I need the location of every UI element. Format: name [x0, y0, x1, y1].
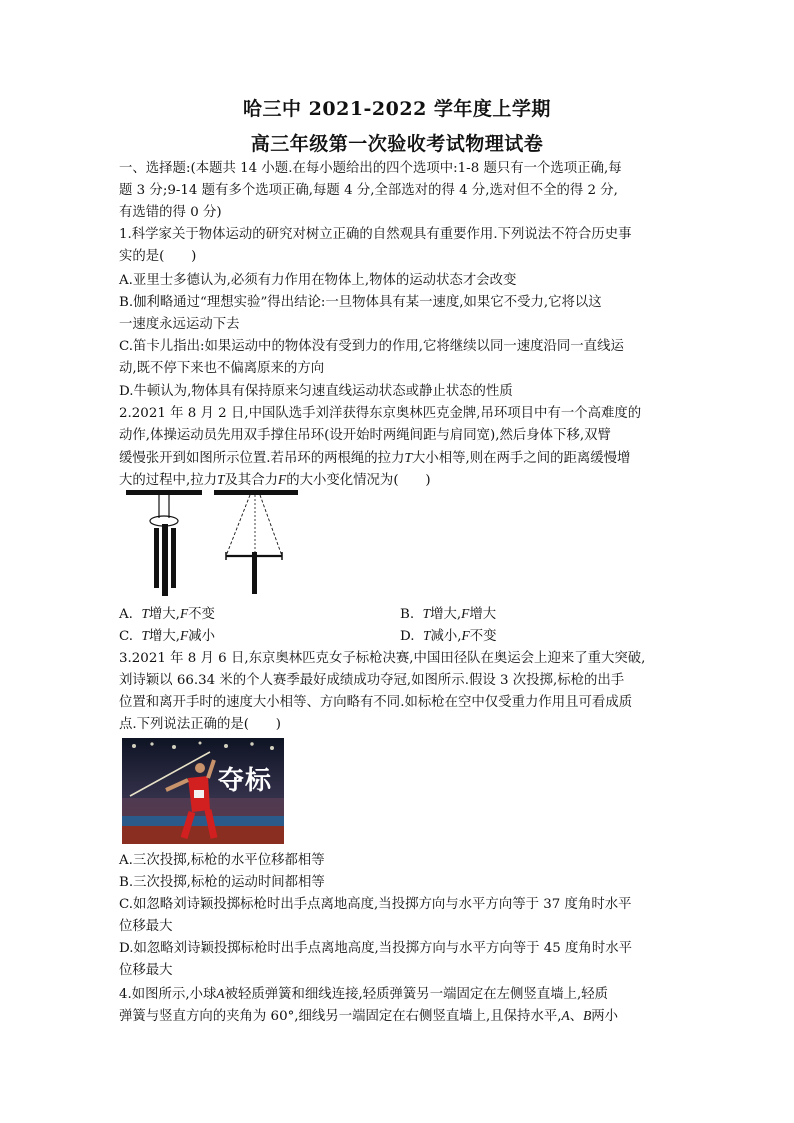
q2-stem-line: 大的过程中,拉力T及其合力F的大小变化情况为( ): [119, 472, 431, 488]
q1-option-b-cont: 一速度永远运动下去: [119, 317, 240, 332]
q3-stem-line: 点.下列说法正确的是( ): [119, 717, 282, 732]
q1-option-b: B.伽利略通过“理想实验”得出结论:一旦物体具有某一速度,如果它不受力,它将以这: [119, 295, 602, 310]
q3-option-b: B.三次投掷,标枪的运动时间都相等: [119, 875, 325, 890]
q2-option-b: B. T增大,F增大: [400, 606, 497, 622]
section-intro-line: 有选错的得 0 分): [119, 205, 222, 220]
symbol-B: B: [583, 1008, 592, 1023]
q1-stem-line: 实的是( ): [119, 249, 197, 264]
q3-option-d: D.如忽略刘诗颖投掷标枪时出手点离地高度,当投掷方向与水平方向等于 45 度角时水平: [119, 941, 632, 956]
symbol-A: A: [561, 1008, 570, 1023]
exam-title-line1: 哈三中 2021-2022 学年度上学期: [243, 98, 551, 120]
section-intro-line: 题 3 分;9-14 题有多个选项正确,每题 4 分,全部选对的得 4 分,选对但不全的得 2 分,: [119, 183, 618, 198]
q1-option-d: D.牛顿认为,物体具有保持原来匀速直线运动状态或静止状态的性质: [119, 384, 513, 399]
q1-stem-line: 1.科学家关于物体运动的研究对树立正确的自然观具有重要作用.下列说法不符合历史事: [119, 227, 632, 242]
q1-option-c-cont: 动,既不停下来也不偏离原来的方向: [119, 361, 325, 376]
q1-option-a: A.亚里士多德认为,必须有力作用在物体上,物体的运动状态才会改变: [119, 273, 517, 288]
rings-beam-left: [126, 490, 202, 495]
q3-option-d-cont: 位移最大: [119, 963, 173, 978]
rings-figure: [122, 488, 304, 600]
q2-option-c: C. T增大,F减小: [119, 628, 216, 644]
q2-stem-line: 2.2021 年 8 月 2 日,中国队选手刘洋获得东京奥林匹克金牌,吊环项目中有一个高难度的: [119, 406, 642, 421]
symbol-T: T: [404, 450, 412, 465]
q2-option-d: D. T减小,F不变: [400, 628, 497, 644]
athlete-body-left: [162, 524, 168, 596]
q3-option-c-cont: 位移最大: [119, 919, 173, 934]
q3-option-a: A.三次投掷,标枪的水平位移都相等: [119, 853, 325, 868]
q3-stem-line: 位置和离开手时的速度大小相等、方向略有不同.如标枪在空中仅受重力作用且可看成质: [119, 695, 633, 710]
q3-stem-line: 3.2021 年 8 月 6 日,东京奥林匹克女子标枪决赛,中国田径队在奥运会上迎来了重大突破,: [119, 651, 646, 666]
athlete-leg-right: [171, 528, 176, 588]
q1-option-c: C.笛卡儿指出:如果运动中的物体没有受到力的作用,它将继续以同一速度沿同一直线运: [119, 339, 624, 354]
symbol-T: T: [217, 472, 225, 487]
rings-beam-right: [214, 490, 298, 495]
q3-stem-line: 刘诗颖以 66.34 米的个人赛季最好成绩成功夺冠,如图所示.假设 3 次投掷,标枪的出手: [119, 673, 625, 688]
q2-option-a: A. T增大,F不变: [119, 606, 215, 622]
q4-stem-line: 弹簧与竖直方向的夹角为 60°,细线另一端固定在右侧竖直墙上,且保持水平,A、B两小: [119, 1008, 619, 1024]
q2-stem-line: 缓慢张开到如图所示位置.若吊环的两根绳的拉力T大小相等,则在两手之间的距离缓慢增: [119, 450, 631, 466]
symbol-A: A: [216, 986, 225, 1001]
symbol-F: F: [278, 472, 287, 487]
athlete-body-right: [252, 552, 257, 594]
photo-caption: 夺标: [218, 766, 273, 796]
athlete-leg-left: [154, 528, 159, 588]
q4-stem-line: 4.如图所示,小球A被轻质弹簧和细线连接,轻质弹簧另一端固定在左侧竖直墙上,轻质: [119, 986, 609, 1002]
q3-option-c: C.如忽略刘诗颖投掷标枪时出手点离地高度,当投掷方向与水平方向等于 37 度角时水平: [119, 897, 632, 912]
q2-stem-line: 动作,体操运动员先用双手撑住吊环(设开始时两绳间距与肩同宽),然后身体下移,双臂: [119, 428, 611, 443]
javelin-photo: [122, 738, 284, 844]
section-intro-line: 一、选择题:(本题共 14 小题.在每小题给出的四个选项中:1-8 题只有一个选项正确,每: [119, 161, 622, 176]
exam-title-line2: 高三年级第一次验收考试物理试卷: [250, 133, 544, 155]
